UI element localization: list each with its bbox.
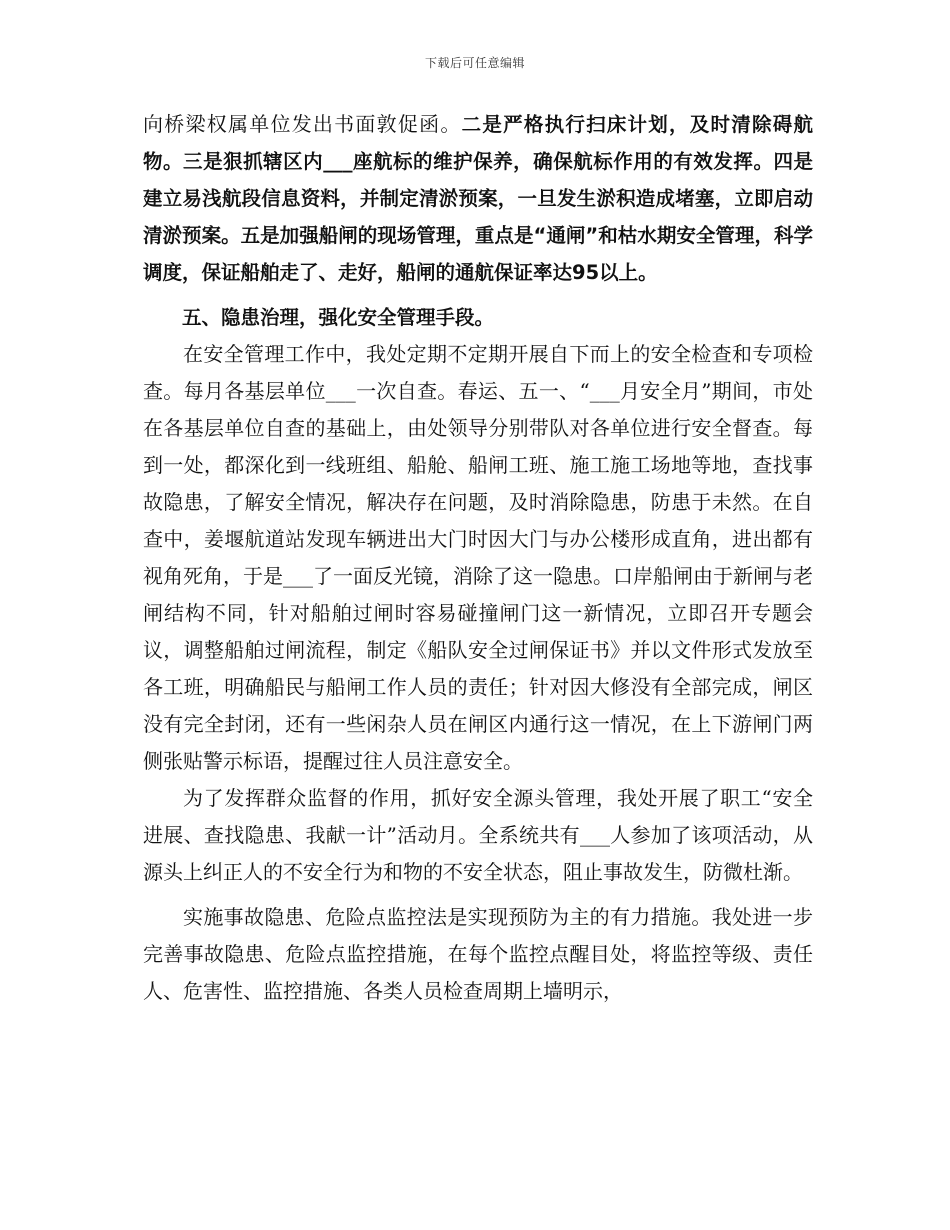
paragraph-mass-supervision: 为了发挥群众监督的作用，抓好安全源头管理，我处开展了职工“安全进展、查找隐患、我献一计”活动月。全系统共有___人参加了该项活动，从源头上纠正人的不安全行为和物的不安全状态，阻止事故发生，防微杜渐。 — [143, 786, 813, 884]
paragraph-text-bold: 二是严格执行扫床计划，及时清除碍航物。三是狠抓辖区内___座航标的维护保养，确保航标作用的有效发挥。四是建立易浅航段信息资料，并制定清淤预案，一旦发生淤积造成堵塞，立即启动清淤预案。五是加强船闸的现场管理，重点是“通闸”和枯水期安全管理，科学调度，保证船舶走了、走好，船闸的通航保证率达95以上。 — [143, 113, 813, 284]
paragraph-text-normal: 向桥梁权属单位发出书面敦促函。 — [143, 112, 462, 136]
document-body — [143, 106, 813, 1010]
paragraph-continuation — [143, 106, 813, 291]
paragraph-hazard-monitoring: 实施事故隐患、危险点监控法是实现预防为主的有力措施。我处进一步完善事故隐患、危险点监控措施，在每个监控点醒目处，将监控等级、责任人、危害性、监控措施、各类人员检查周期上墙明示， — [143, 905, 813, 1003]
page-header: 下载后可任意编辑 — [424, 56, 525, 70]
section-heading-5: 五、隐患治理，强化安全管理手段。 — [182, 306, 495, 329]
paragraph-safety-inspection: 在安全管理工作中，我处定期不定期开展自下而上的安全检查和专项检查。每月各基层单位___一次自查。春运、五一、“___月安全月”期间，市处在各基层单位自查的基础上，由处领导分别带队对各单位进行安全督查。每到一处，都深化到一线班组、船舱、船闸工班、施工施工场地等地，查找事故隐患，了解安全情况，解决存在问题，及时消除隐患，防患于未然。在自查中，姜堰航道站发现车辆进出大门时因大门与办公楼形成直角，进出都有视角死角，于是___了一面反光镜，消除了这一隐患。口岸船闸由于新闸与老闸结构不同，针对船舶过闸时容易碰撞闸门这一新情况，立即召开专题会议，调整船舶过闸流程，制定《船队安全过闸保证书》并以文件形式发放至各工班，明确船民与船闸工作人员的责任；针对因大修没有全部完成，闸区没有完全封闭，还有一些闲杂人员在闸区内通行这一情况，在上下游闸门两侧张贴警示标语，提醒过往人员注意安全。 — [143, 342, 813, 773]
